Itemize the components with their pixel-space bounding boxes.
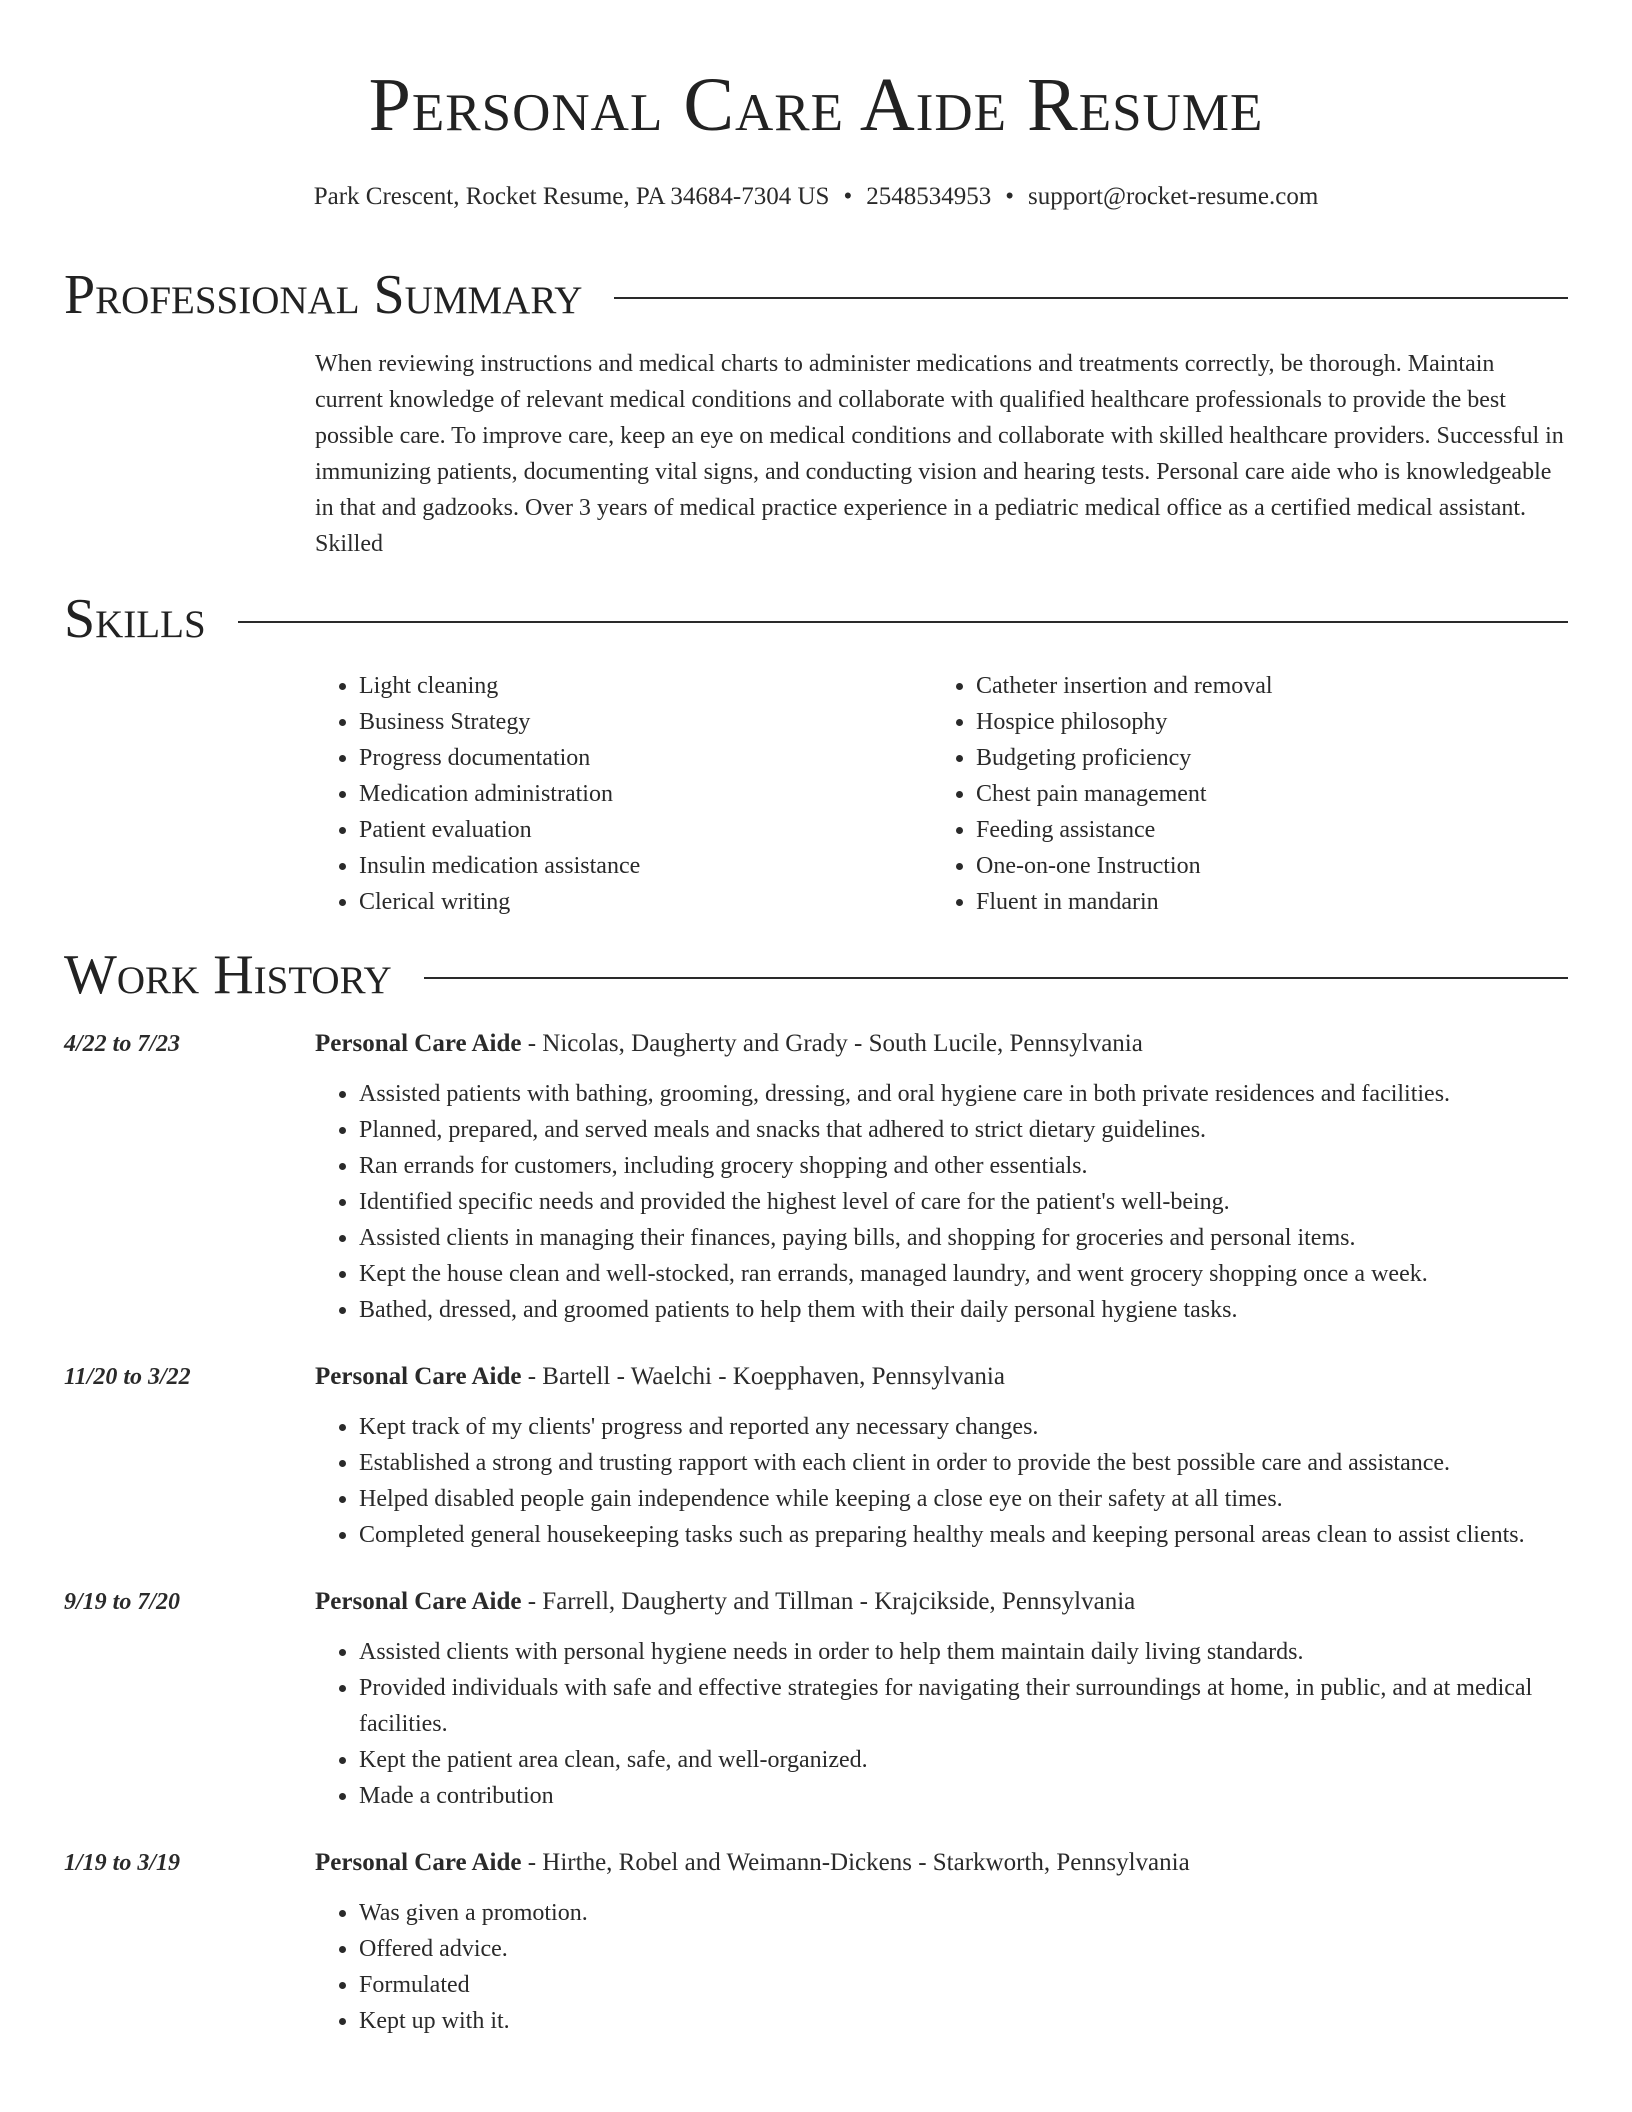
skill-item: • Fluent in mandarin bbox=[976, 884, 1549, 920]
job-bullet: • Assisted clients with personal hygiene needs in order to help them maintain daily living standards. bbox=[359, 1634, 1568, 1670]
job-bullet: • Established a strong and trusting rapport with each client in order to provide the best possible care and assistance. bbox=[359, 1445, 1568, 1481]
contact-phone: 2548534953 bbox=[866, 183, 992, 210]
contact-separator: • bbox=[843, 183, 853, 210]
job-dates: 4/22 to 7/23 bbox=[64, 1031, 181, 1057]
job-bullet: • Was given a promotion. bbox=[359, 1895, 1568, 1931]
skill-item: • Budgeting proficiency bbox=[976, 740, 1549, 776]
job-bullet: • Planned, prepared, and served meals and snacks that adhered to strict dietary guidelines. bbox=[359, 1112, 1568, 1148]
skills-section-header bbox=[64, 584, 1568, 654]
job-title-line bbox=[315, 1843, 1568, 1883]
skills-content bbox=[315, 668, 1568, 920]
job-role: Personal Care Aide bbox=[315, 1363, 522, 1390]
job-dates: 1/19 to 3/19 bbox=[64, 1850, 181, 1876]
job-bullet-list bbox=[315, 1634, 1568, 1814]
skill-item: • Business Strategy bbox=[359, 704, 932, 740]
job-title-line bbox=[315, 1357, 1568, 1397]
job-entry bbox=[64, 1357, 1568, 1553]
job-title-line bbox=[315, 1582, 1568, 1622]
job-bullet: • Kept up with it. bbox=[359, 2003, 1568, 2039]
job-employer: - Bartell - Waelchi - Koepphaven, Pennsylvania bbox=[521, 1363, 1005, 1390]
skill-item: • Hospice philosophy bbox=[976, 704, 1549, 740]
job-employer: - Hirthe, Robel and Weimann-Dickens - Starkworth, Pennsylvania bbox=[521, 1849, 1190, 1876]
job-bullet: • Completed general housekeeping tasks such as preparing healthy meals and keeping personal areas clean to assist clients. bbox=[359, 1517, 1568, 1553]
summary-section-header bbox=[64, 260, 1568, 330]
job-role: Personal Care Aide bbox=[315, 1849, 522, 1876]
job-role: Personal Care Aide bbox=[315, 1588, 522, 1615]
skills-grid bbox=[315, 668, 1568, 920]
section-divider bbox=[614, 297, 1568, 299]
job-bullet: • Helped disabled people gain independence while keeping a close eye on their safety at all times. bbox=[359, 1481, 1568, 1517]
contact-email: support@rocket-resume.com bbox=[1027, 183, 1319, 210]
job-bullet: • Made a contribution bbox=[359, 1778, 1568, 1814]
summary-text: When reviewing instructions and medical charts to administer medications and treatments correctly, be thorough. Maintain current knowledge of relevant medical conditions and collaborate with qualified healthcare professionals to provide the best possible care. To improve care, keep an eye on medical conditions and collaborate with skilled healthcare providers. Successful in immunizing patients, documenting vital signs, and conducting vision and hearing tests. Personal care aide who is knowledgeable in that and gadzooks. Over 3 years of medical practice experience in a pediatric medical office as a certified medical assistant. Skilled bbox=[315, 351, 1564, 557]
skills-list-left bbox=[315, 668, 932, 920]
contact-line bbox=[64, 180, 1568, 214]
skill-item: • Patient evaluation bbox=[359, 812, 932, 848]
section-divider bbox=[424, 977, 1568, 979]
skill-item: • One-on-one Instruction bbox=[976, 848, 1549, 884]
skills-list-right bbox=[932, 668, 1549, 920]
job-title-line bbox=[315, 1024, 1568, 1064]
job-bullet: • Provided individuals with safe and effective strategies for navigating their surroundings at home, in public, and at medical facilities. bbox=[359, 1670, 1568, 1742]
job-dates: 9/19 to 7/20 bbox=[64, 1589, 181, 1615]
contact-separator: • bbox=[1005, 183, 1014, 210]
job-entry bbox=[64, 1582, 1568, 1814]
skill-item: • Insulin medication assistance bbox=[359, 848, 932, 884]
job-bullet: • Bathed, dressed, and groomed patients to help them with their daily personal hygiene tasks. bbox=[359, 1292, 1568, 1328]
job-role: Personal Care Aide bbox=[315, 1030, 522, 1057]
summary-content bbox=[315, 346, 1568, 562]
section-divider bbox=[238, 621, 1568, 623]
job-bullet: • Formulated bbox=[359, 1967, 1568, 2003]
job-bullet: • Kept the house clean and well-stocked, ran errands, managed laundry, and went grocery shopping once a week. bbox=[359, 1256, 1568, 1292]
skill-item: • Light cleaning bbox=[359, 668, 932, 704]
section-title-summary: Professional Summary bbox=[64, 264, 583, 326]
job-dates: 11/20 to 3/22 bbox=[64, 1364, 191, 1390]
job-bullet: • Assisted clients in managing their finances, paying bills, and shopping for groceries and personal items. bbox=[359, 1220, 1568, 1256]
section-title-work: Work History bbox=[64, 944, 392, 1006]
skill-item: • Progress documentation bbox=[359, 740, 932, 776]
skill-item: • Catheter insertion and removal bbox=[976, 668, 1549, 704]
job-bullet-list bbox=[315, 1409, 1568, 1553]
skill-item: • Feeding assistance bbox=[976, 812, 1549, 848]
job-bullet: • Ran errands for customers, including grocery shopping and other essentials. bbox=[359, 1148, 1568, 1184]
job-bullet: • Kept the patient area clean, safe, and well-organized. bbox=[359, 1742, 1568, 1778]
job-entry bbox=[64, 1024, 1568, 1328]
resume-name: Personal Care Aide Resume bbox=[368, 63, 1264, 147]
skill-item: • Medication administration bbox=[359, 776, 932, 812]
job-bullet: • Offered advice. bbox=[359, 1931, 1568, 1967]
job-bullet-list bbox=[315, 1895, 1568, 2039]
skill-item: • Chest pain management bbox=[976, 776, 1549, 812]
job-bullet: • Kept track of my clients' progress and reported any necessary changes. bbox=[359, 1409, 1568, 1445]
job-bullet-list bbox=[315, 1076, 1568, 1328]
resume-header bbox=[64, 0, 1568, 214]
job-bullet: • Assisted patients with bathing, grooming, dressing, and oral hygiene care in both private residences and facilities. bbox=[359, 1076, 1568, 1112]
job-employer: - Nicolas, Daugherty and Grady - South Lucile, Pennsylvania bbox=[521, 1030, 1143, 1057]
contact-address: Park Crescent, Rocket Resume, PA 34684-7304 US bbox=[313, 183, 830, 210]
work-section-header bbox=[64, 940, 1568, 1010]
job-entry bbox=[64, 1843, 1568, 2039]
job-employer: - Farrell, Daugherty and Tillman - Krajcikside, Pennsylvania bbox=[521, 1588, 1136, 1615]
skill-item: • Clerical writing bbox=[359, 884, 932, 920]
section-title-skills: Skills bbox=[64, 588, 206, 650]
job-bullet: • Identified specific needs and provided the highest level of care for the patient's well-being. bbox=[359, 1184, 1568, 1220]
